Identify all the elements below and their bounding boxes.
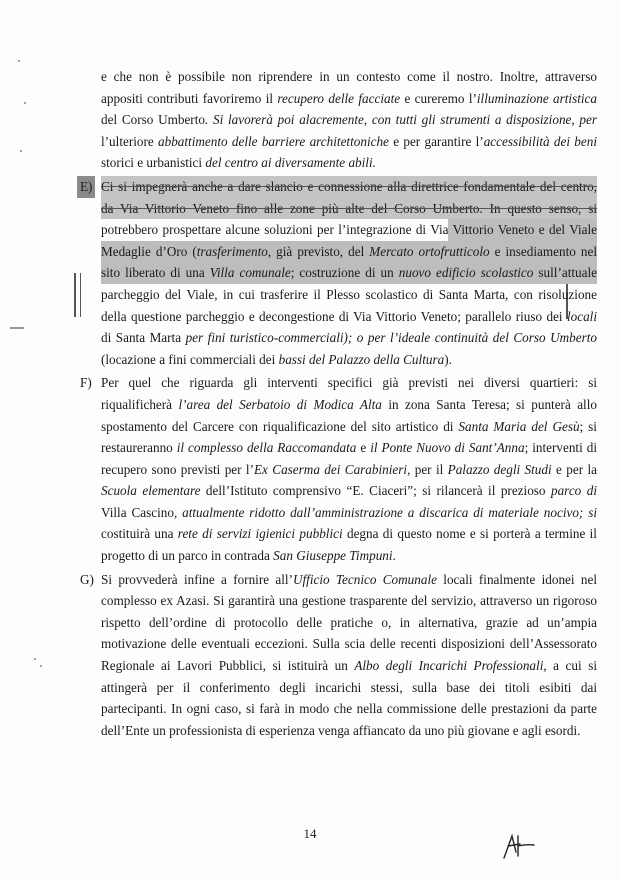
text-line: Medaglie d’Oro (trasferimento, già previsto, del Mercato ortofrutticolo e insediamento nel [101,241,597,263]
text-line: dell’Ente un professionista di esperienza venga affiancato da uno più giovane e agli esordi. [101,722,581,738]
text-line: Scuola elementare dell’Istituto comprensivo “E. Ciaceri”; si rilancerà il prezioso parco di [101,483,597,499]
item-list [80,176,598,741]
text-line: Ci si impegnerà anche a dare slancio e connessione alla direttrice fondamentale del centro, [101,176,597,198]
intro-paragraph [101,66,597,174]
item-letter: F) [80,375,92,391]
text-line: attingerà per il conferimento degli incarichi stessi, sulla base dei titoli esibiti dai [101,679,597,695]
text-line: Per quel che riguarda gli interventi specifici già previsti nei diversi quartieri: si [101,375,597,391]
scan-dot [40,665,42,667]
page-number: 14 [303,826,317,841]
scan-dot [34,658,36,660]
text-line: da Via Vittorio Veneto fino alle zone più alte del Corso Umberto. In questo senso, si [101,198,597,220]
text-line: e che non è possibile non riprendere in un contesto come il nostro. Inoltre, attraverso [101,69,597,84]
text-line: parcheggio del Viale, in cui trasferire il Plesso scolastico di Santa Marta, con risoluzione [101,286,597,302]
list-item [80,372,598,566]
text-line: del Corso Umberto. Si lavorerà poi alacremente, con tutti gli strumenti a disposizione, per [101,112,597,128]
margin-mark [10,327,24,329]
item-letter: G) [80,571,94,587]
scan-dot [20,150,22,152]
margin-mark [80,273,81,317]
list-item [80,569,598,742]
text-line: Si provvederà infine a fornire all’Ufficio Tecnico Comunale locali finalmente idonei nel [101,571,598,587]
text-line: sito liberato di una Villa comunale; costruzione di un nuovo edificio scolastico sull’attuale [101,262,597,284]
text-line: Villa Cascino, attualmente ridotto dall’amministrazione a discarica di materiale nocivo; si [101,504,598,520]
document-body [80,66,598,741]
margin-mark [74,273,76,317]
text-line: recupero sono previsti per l’Ex Caserma dei Carabinieri, per il Palazzo degli Studi e per la [101,461,597,477]
scan-dot [18,60,20,62]
text-line: Regionale ai Lavori Pubblici, si istituirà un Albo degli Incarichi Professionali, a cui si [101,658,597,674]
text-line: della questione parcheggio e decongestione di Via Vittorio Veneto; parallelo riuso dei locali [101,308,597,324]
text-line: complesso ex Azasi. Si garantirà una gestione trasparente del servizio, attraverso un rigoroso [101,593,597,609]
text-line: potrebbero prospettare alcune soluzioni per l’integrazione di Via Vittorio Veneto e del Viale [101,219,597,241]
text-line: costituirà una rete di servizi igienici pubblici degna di questo nome e si porterà a termine il [101,526,597,542]
text-line: (locazione a fini commerciali dei bassi del Palazzo della Cultura). [101,351,452,367]
text-line: partecipanti. In ogni caso, si farà in modo che nella commissione delle prestazioni da parte [101,701,597,717]
text-line: appositi contributi favoriremo il recupero delle facciate e cureremo l’illuminazione artistica [101,90,598,106]
text-line: restaureranno il complesso della Raccomandata e il Ponte Nuovo di Sant’Anna; interventi di [101,440,597,456]
text-line: di Santa Marta per fini turistico-commerciali); o per l’ideale continuità del Corso Umberto [101,330,597,346]
text-line: storici e urbanistici del centro ai diversamente abili. [101,155,376,171]
item-letter: E) [77,176,95,198]
handwritten-signature-icon [498,832,538,862]
text-line: spostamento del Carcere con riqualificazione del sito artistico di Santa Maria del Gesù; si [101,418,597,434]
text-line: motivazione delle eventuali eccezioni. Sulla scia delle recenti disposizioni dell’Assessorato [101,636,597,652]
scan-dot [24,102,26,104]
text-line: rispetto dell’ordine di protocollo delle pratiche o, in alternativa, grazie ad un’ampia [101,614,597,630]
text-line: progetto di un parco in contrada San Giuseppe Timpuni. [101,548,396,564]
text-line: riqualificherà l’area del Serbatoio di Modica Alta in zona Santa Teresa; si punterà allo [101,396,597,412]
list-item [80,176,597,370]
text-line: l’ulteriore abbattimento delle barriere architettoniche e per garantire l’accessibilità dei beni [101,133,598,149]
